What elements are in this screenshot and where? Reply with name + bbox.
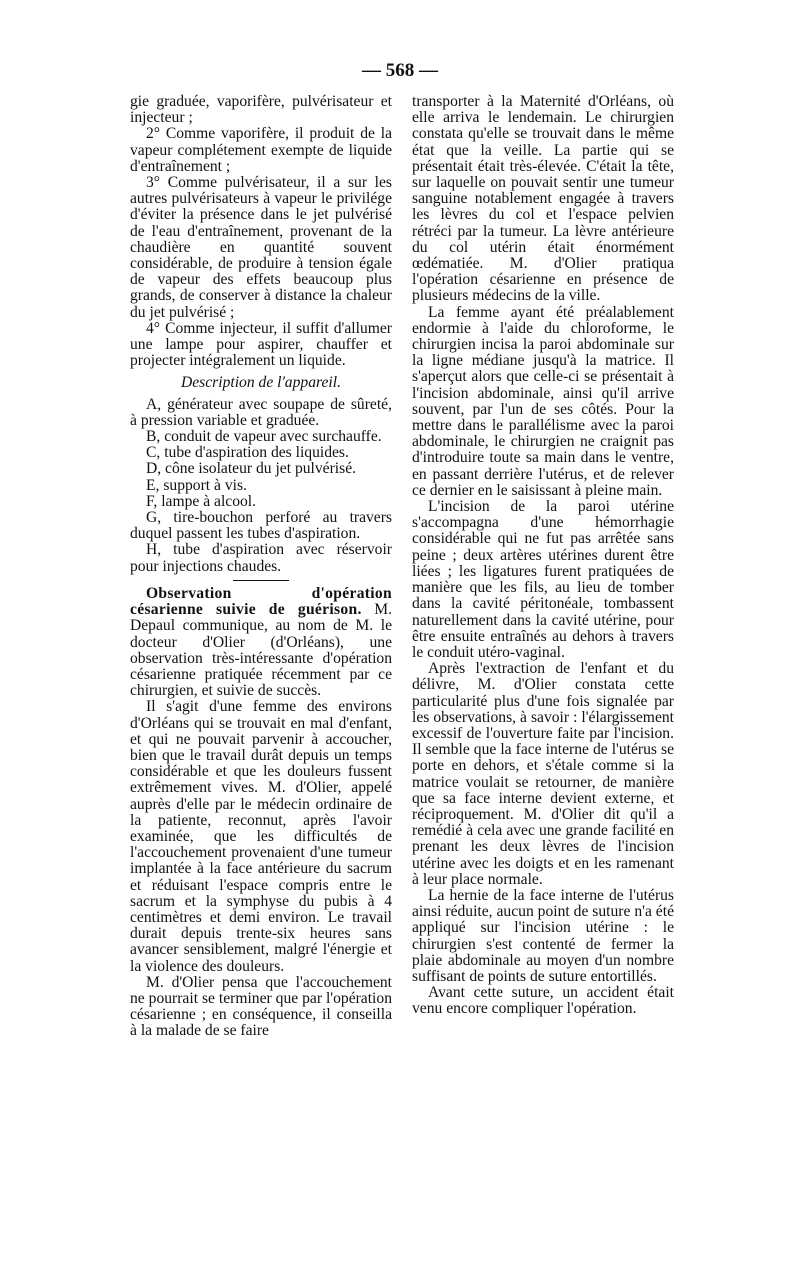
paragraph: 4° Comme injecteur, il suffit d'allumer une lampe pour aspirer, chauffer et projecter intégralement un liquide.	[130, 319, 392, 370]
left-column	[130, 94, 392, 1040]
legend-item: A, générateur avec soupape de sûreté, à pression variable et graduée.	[130, 395, 392, 429]
paragraph: Avant cette suture, un accident était venu encore compliquer l'opération.	[412, 984, 674, 1018]
section-heading: Description de l'appareil.	[181, 374, 341, 392]
legend-item: C, tube d'aspiration des liquides.	[146, 444, 349, 462]
paragraph: Après l'extraction de l'enfant et du délivre, M. d'Olier constata cette particularité plus d'une fois signalée par les observations, à savoir : l'élargissement excessif de l'ouverture faite par l'incision. Il semble que la face interne de l'utérus se porte en dehors, et s'étale comme si la matrice voulait se retourner, de manière que sa face interne devient externe, et réciproquement. M. d'Olier dit qu'il a remédié à cela avec une grande facilité en prenant les deux lèvres de l'incision utérine avec les doigts et en les ramenant à leur place normale.	[412, 660, 674, 888]
paragraph: La femme ayant été préalablement endormie à l'aide du chloroforme, le chirurgien incisa la paroi abdominale sur la ligne médiane jusqu'à la matrice. Il s'aperçut alors que celle-ci se présentait à l'incision abdominale, ainsi qu'il arrive souvent, par l'un de ses côtés. Pour la mettre dans le parallélisme avec la paroi abdominale, le chirurgien ne craignit pas d'introduire toute sa main dans le ventre, en passant derrière l'utérus, et de relever ce dernier en le saisissant à pleine main.	[412, 303, 674, 499]
paragraph: 2° Comme vaporifère, il produit de la vapeur complétement exempte de liquide d'entraînement ;	[130, 125, 392, 175]
legend-item: G, tire-bouchon perforé au travers duquel passent les tubes d'aspiration.	[130, 509, 392, 543]
paragraph: La hernie de la face interne de l'utérus ainsi réduite, aucun point de suture n'a été appliqué sur l'incision utérine : le chirurgien s'est contenté de fermer la plaie abdominale au moyen d'un nombre suffisant de points de suture entortillés.	[412, 886, 674, 985]
paragraph: gie graduée, vaporifère, pulvérisateur et injecteur ;	[130, 93, 392, 127]
legend-item: F, lampe à alcool.	[146, 492, 257, 510]
paragraph: M. d'Olier pensa que l'accouchement ne pourrait se terminer que par l'opération césarienne ; en conséquence, il conseilla à la malade de se faire	[130, 973, 392, 1040]
observation-paragraph	[130, 586, 392, 699]
paragraph: Il s'agit d'une femme des environs d'Orléans qui se trouvait en mal d'enfant, et qui ne pouvait parvenir à accoucher, bien que le travail durât depuis un temps considérable et que les douleurs fussent extrêmement vives. M. d'Olier, appelé auprès d'elle par le médecin ordinaire de la patiente, reconnut, après l'avoir examinée, que les difficultés de l'accouchement provenaient d'une tumeur implantée à la face antérieure du sacrum et réduisant l'espace compris entre le sacrum et la symphyse du pubis à 4 centimètres et demi environ. Le travail durait depuis trente-six heures sans avancer sensiblement, malgré l'énergie et la violence des douleurs.	[130, 698, 392, 975]
legend-item: E, support à vis.	[146, 476, 247, 494]
section-divider	[233, 580, 289, 581]
paragraph: L'incision de la paroi utérine s'accompagna d'une hémorrhagie considérable qui ne fut pas arrêtée sans peine ; deux artères utérines durent être liées ; les ligatures furent pratiquées de manière que les fils, au lieu de tomber dans la cavité péritonéale, tombassent naturellement dans la cavité utérine, pour être ensuite entraînés au dehors à travers le conduit utéro-vaginal.	[412, 498, 674, 661]
observation-title: Observation d'opération césarienne suivie de guérison.	[130, 584, 392, 619]
paragraph: 3° Comme pulvérisateur, il a sur les autres pulvérisateurs à vapeur le privilége d'éviter la présence dans le jet pulvérisé de l'eau d'entraînement, provenant de la chaudière en quantité souvent considérable, de produire à tension égale de vapeur des effets beaucoup plus grands, de conserver à distance la chaleur du jet pulvérisé ;	[130, 174, 392, 321]
legend-item: B, conduit de vapeur avec surchauffe.	[146, 428, 382, 446]
page-number: — 568 —	[362, 60, 438, 81]
observation-intro: M. Depaul communique, au nom de M. le docteur d'Olier (d'Orléans), une observation très-intéressante d'opération césarienne pratiquée récemment par ce chirurgien, et suivie de succès.	[130, 601, 392, 700]
legend-item: H, tube d'aspiration avec réservoir pour injections chaudes.	[130, 541, 392, 575]
legend-item: D, cône isolateur du jet pulvérisé.	[146, 460, 357, 478]
paragraph: transporter à la Maternité d'Orléans, où elle arriva le lendemain. Le chirurgien constata qu'elle se trouvait dans le même état que la veille. La partie qui se présentait était très-élevée. C'était la tête, sur laquelle on pouvait sentir une tumeur sanguine notablement engagée à travers les lèvres du col et l'espace pelvien rétréci par la tumeur. La lèvre antérieure du col utérin était énormément œdématiée. M. d'Olier pratiqua l'opération césarienne en présence de plusieurs médecins de la ville.	[412, 93, 674, 305]
right-column	[412, 94, 674, 1018]
